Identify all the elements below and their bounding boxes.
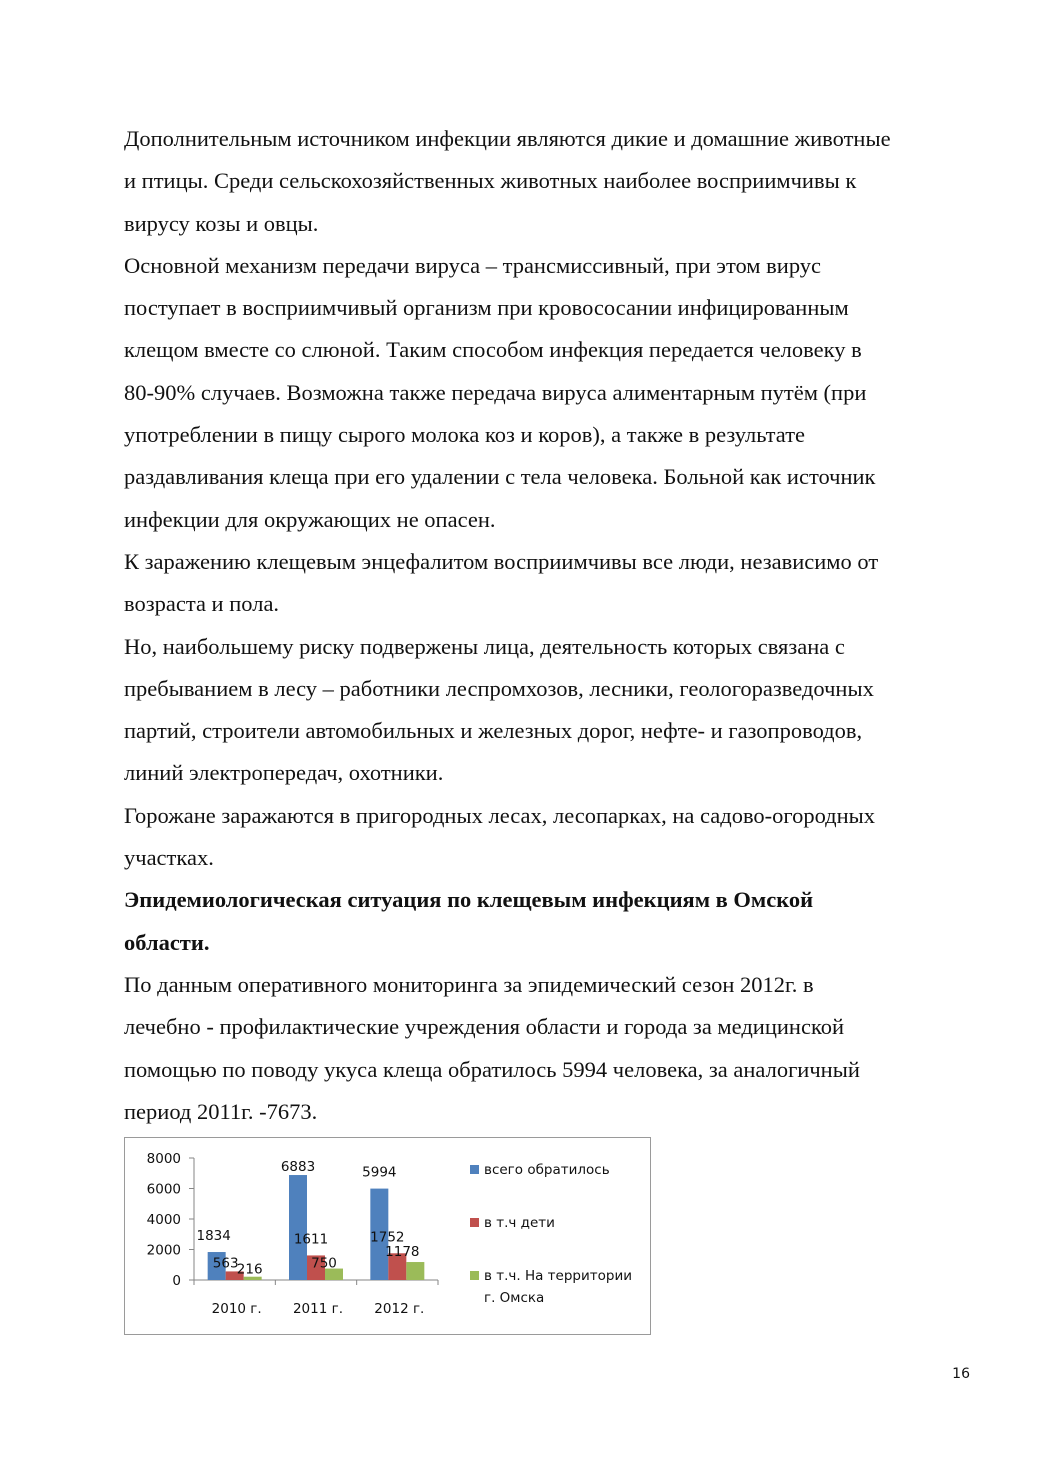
y-tick-label: 6000 [146, 1181, 181, 1198]
page-number: 16 [952, 1366, 970, 1382]
paragraph [124, 245, 974, 541]
section-heading [124, 879, 974, 964]
legend-entry: в т.ч. На территории [484, 1268, 632, 1284]
text-line: По данным оперативного мониторинга за эпидемический сезон 2012г. в [124, 971, 814, 997]
bar [289, 1175, 307, 1280]
text-line: Горожане заражаются в пригородных лесах, лесопарках, на садово-огородных [124, 802, 876, 828]
text-line: употреблении в пищу сырого молока коз и коров), а также в результате [124, 422, 806, 448]
text-line: партий, строители автомобильных и железных дорог, нефте- и газопроводов, [124, 718, 863, 744]
data-label: 6883 [280, 1159, 316, 1176]
legend-swatch [470, 1165, 479, 1174]
legend-swatch [470, 1218, 479, 1227]
paragraph [124, 795, 974, 880]
legend-entry: всего обратилось [484, 1162, 610, 1178]
data-label: 216 [236, 1261, 263, 1278]
legend-swatch [470, 1271, 479, 1280]
legend-entry: в т.ч дети [484, 1215, 555, 1231]
y-tick-label: 4000 [146, 1212, 181, 1228]
y-tick-label: 0 [172, 1273, 181, 1289]
text-line: области. [124, 929, 210, 955]
paragraph [124, 118, 974, 245]
data-label: 1834 [196, 1228, 231, 1245]
text-line: линий электропередач, охотники. [124, 760, 444, 786]
data-label: 1752 [370, 1229, 405, 1246]
text-line: инфекции для окружающих не опасен. [124, 506, 496, 532]
document-body [124, 118, 974, 1133]
data-label: 5994 [362, 1164, 397, 1181]
text-line: К заражению клещевым энцефалитом восприимчивы все люди, независимо от [124, 548, 879, 574]
text-line: Эпидемиологическая ситуация по клещевым инфекциям в Омской [124, 887, 814, 913]
legend-entry: г. Омска [484, 1290, 545, 1306]
data-label: 1611 [293, 1231, 329, 1248]
data-label: 1178 [385, 1244, 420, 1261]
text-line: поступает в восприимчивый организм при кровососании инфицированным [124, 295, 849, 321]
text-line: возраста и пола. [124, 591, 280, 617]
text-line: 80-90% случаев. Возможна также передача вируса алиментарным путём (при [124, 379, 867, 405]
text-line: раздавливания клеща при его удалении с тела человека. Больной как источник [124, 464, 876, 490]
bar [406, 1262, 424, 1280]
x-tick-label: 2011 г. [292, 1301, 344, 1317]
y-tick-label: 8000 [146, 1151, 181, 1167]
y-tick-label: 2000 [146, 1242, 181, 1259]
paragraph [124, 964, 974, 1133]
text-line: и птицы. Среди сельскохозяйственных животных наиболее восприимчивы к [124, 168, 857, 194]
chart-canvas [125, 1138, 652, 1336]
text-line: Основной механизм передачи вируса – трансмиссивный, при этом вирус [124, 252, 822, 278]
bar-chart [124, 1137, 651, 1335]
x-tick-label: 2010 г. [211, 1301, 262, 1317]
text-line: помощью по поводу укуса клеща обратилось 5994 человека, за аналогичный [124, 1056, 860, 1082]
text-line: Но, наибольшему риску подвержены лица, деятельность которых связана с [124, 633, 845, 659]
text-line: участках. [124, 845, 214, 871]
text-line: пребыванием в лесу – работники леспромхозов, лесники, геологоразведочных [124, 675, 874, 701]
x-tick-label: 2012 г. [374, 1301, 425, 1317]
text-line: вирусу козы и овцы. [124, 210, 319, 236]
text-line: период 2011г. -7673. [124, 1098, 318, 1124]
paragraph [124, 626, 974, 795]
data-label: 750 [311, 1255, 337, 1272]
text-line: Дополнительным источником инфекции являются дикие и домашние животные [124, 126, 891, 151]
text-line: клещом вместе со слюной. Таким способом инфекция передается человеку в [124, 337, 862, 363]
text-line: лечебно - профилактические учреждения области и города за медицинской [124, 1014, 845, 1040]
data-label: 563 [212, 1255, 239, 1272]
paragraph [124, 541, 974, 626]
